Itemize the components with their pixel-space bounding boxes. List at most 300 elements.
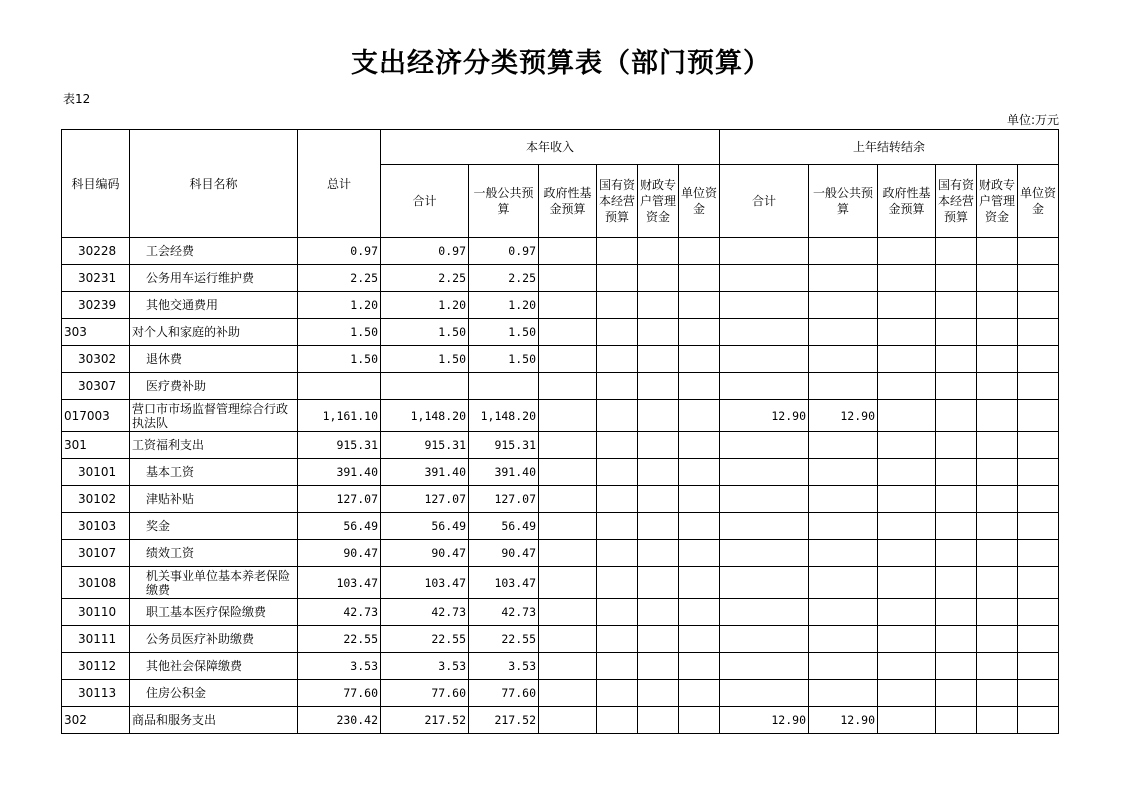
cell-pri-gf — [878, 540, 936, 567]
cell-cur-fs — [638, 432, 679, 459]
cell-pri-gf — [878, 319, 936, 346]
cell-name: 营口市市场监督管理综合行政执法队 — [130, 400, 298, 432]
header-prior-year: 上年结转结余 — [720, 130, 1059, 165]
cell-pri-uf — [1018, 707, 1059, 734]
cell-pri-fs — [977, 400, 1018, 432]
cell-cur-gf — [539, 238, 597, 265]
cell-pri-sum — [720, 373, 809, 400]
cell-pri-uf — [1018, 319, 1059, 346]
cell-pri-sc — [936, 653, 977, 680]
cell-pri-sc — [936, 599, 977, 626]
cell-cur-uf — [679, 238, 720, 265]
cell-pri-gf — [878, 707, 936, 734]
cell-pri-gf — [878, 599, 936, 626]
unit-label: 单位:万元 — [1006, 113, 1059, 127]
cell-cur-gf — [539, 513, 597, 540]
cell-code: 30239 — [62, 292, 130, 319]
header-cur-subtotal: 合计 — [381, 165, 469, 238]
cell-cur-sc — [597, 599, 638, 626]
cell-code: 30102 — [62, 486, 130, 513]
cell-cur-uf — [679, 513, 720, 540]
cell-cur-fs — [638, 513, 679, 540]
cell-pri-gp — [809, 653, 878, 680]
cell-pri-sum — [720, 319, 809, 346]
cell-cur-gp: 77.60 — [469, 680, 539, 707]
cell-pri-gp — [809, 486, 878, 513]
cell-pri-fs — [977, 432, 1018, 459]
cell-pri-fs — [977, 292, 1018, 319]
cell-pri-uf — [1018, 400, 1059, 432]
cell-cur-sc — [597, 626, 638, 653]
cell-cur-fs — [638, 707, 679, 734]
table-row — [62, 486, 1059, 513]
cell-cur-sc — [597, 346, 638, 373]
cell-pri-gf — [878, 567, 936, 599]
cell-cur-gf — [539, 346, 597, 373]
cell-pri-gf — [878, 626, 936, 653]
table-body — [62, 238, 1059, 734]
table-row — [62, 400, 1059, 432]
cell-pri-sum — [720, 265, 809, 292]
cell-pri-sum: 12.90 — [720, 707, 809, 734]
cell-pri-uf — [1018, 265, 1059, 292]
cell-code: 30228 — [62, 238, 130, 265]
cell-cur-gp: 127.07 — [469, 486, 539, 513]
cell-pri-uf — [1018, 459, 1059, 486]
cell-pri-sc — [936, 346, 977, 373]
header-code: 科目编码 — [62, 130, 130, 238]
cell-total: 127.07 — [298, 486, 381, 513]
cell-total: 1.50 — [298, 346, 381, 373]
cell-cur-uf — [679, 680, 720, 707]
cell-name: 工会经费 — [130, 238, 298, 265]
cell-cur-gf — [539, 373, 597, 400]
cell-cur-sc — [597, 680, 638, 707]
table-row — [62, 680, 1059, 707]
cell-cur-sc — [597, 459, 638, 486]
cell-pri-fs — [977, 319, 1018, 346]
cell-pri-sc — [936, 319, 977, 346]
cell-pri-uf — [1018, 680, 1059, 707]
cell-pri-sum — [720, 432, 809, 459]
cell-code: 017003 — [62, 400, 130, 432]
cell-pri-sum — [720, 599, 809, 626]
cell-cur-sum: 2.25 — [381, 265, 469, 292]
header-pri-subtotal: 合计 — [720, 165, 809, 238]
cell-pri-gf — [878, 653, 936, 680]
cell-pri-sc — [936, 432, 977, 459]
cell-cur-uf — [679, 400, 720, 432]
cell-cur-gp: 915.31 — [469, 432, 539, 459]
cell-name: 工资福利支出 — [130, 432, 298, 459]
cell-cur-gp: 0.97 — [469, 238, 539, 265]
cell-code: 303 — [62, 319, 130, 346]
cell-pri-sc — [936, 459, 977, 486]
cell-pri-gp — [809, 626, 878, 653]
cell-name: 奖金 — [130, 513, 298, 540]
cell-pri-uf — [1018, 653, 1059, 680]
cell-pri-sum — [720, 486, 809, 513]
cell-cur-sum: 1.50 — [381, 346, 469, 373]
cell-total: 1,161.10 — [298, 400, 381, 432]
cell-cur-fs — [638, 238, 679, 265]
cell-cur-sc — [597, 707, 638, 734]
cell-cur-gf — [539, 265, 597, 292]
cell-pri-sc — [936, 373, 977, 400]
cell-cur-sc — [597, 432, 638, 459]
cell-total — [298, 373, 381, 400]
cell-pri-gp — [809, 265, 878, 292]
cell-name: 绩效工资 — [130, 540, 298, 567]
header-cur-unit-funds: 单位资金 — [679, 165, 720, 238]
cell-pri-sc — [936, 265, 977, 292]
cell-code: 30231 — [62, 265, 130, 292]
cell-cur-sum: 103.47 — [381, 567, 469, 599]
cell-cur-gf — [539, 432, 597, 459]
cell-cur-gp: 1,148.20 — [469, 400, 539, 432]
cell-cur-sum: 127.07 — [381, 486, 469, 513]
cell-total: 56.49 — [298, 513, 381, 540]
cell-cur-sum: 77.60 — [381, 680, 469, 707]
header-pri-fiscal-special: 财政专户管理资金 — [977, 165, 1018, 238]
cell-cur-sc — [597, 540, 638, 567]
cell-cur-uf — [679, 540, 720, 567]
cell-cur-sc — [597, 238, 638, 265]
cell-cur-gp: 56.49 — [469, 513, 539, 540]
cell-pri-gf — [878, 680, 936, 707]
cell-pri-fs — [977, 238, 1018, 265]
cell-total: 1.20 — [298, 292, 381, 319]
cell-cur-uf — [679, 319, 720, 346]
cell-pri-uf — [1018, 373, 1059, 400]
cell-code: 30110 — [62, 599, 130, 626]
header-pri-state-capital: 国有资本经营预算 — [936, 165, 977, 238]
table-row — [62, 540, 1059, 567]
cell-cur-fs — [638, 265, 679, 292]
cell-pri-fs — [977, 265, 1018, 292]
table-number: 表12 — [63, 92, 91, 106]
cell-pri-gf — [878, 346, 936, 373]
cell-cur-gp: 2.25 — [469, 265, 539, 292]
cell-code: 30113 — [62, 680, 130, 707]
header-total: 总计 — [298, 130, 381, 238]
cell-cur-uf — [679, 626, 720, 653]
table-row — [62, 653, 1059, 680]
cell-cur-fs — [638, 599, 679, 626]
cell-pri-sc — [936, 707, 977, 734]
cell-cur-uf — [679, 292, 720, 319]
header-cur-general-public: 一般公共预算 — [469, 165, 539, 238]
cell-pri-gp — [809, 346, 878, 373]
cell-cur-sc — [597, 373, 638, 400]
cell-pri-gp — [809, 459, 878, 486]
cell-cur-sum: 1,148.20 — [381, 400, 469, 432]
table-row — [62, 319, 1059, 346]
cell-pri-gp — [809, 680, 878, 707]
cell-code: 30108 — [62, 567, 130, 599]
cell-total: 103.47 — [298, 567, 381, 599]
cell-pri-sc — [936, 486, 977, 513]
cell-cur-gf — [539, 567, 597, 599]
cell-name: 职工基本医疗保险缴费 — [130, 599, 298, 626]
cell-pri-fs — [977, 486, 1018, 513]
header-name: 科目名称 — [130, 130, 298, 238]
cell-pri-gp — [809, 567, 878, 599]
table-row — [62, 373, 1059, 400]
cell-cur-gp: 391.40 — [469, 459, 539, 486]
cell-pri-sc — [936, 567, 977, 599]
cell-cur-uf — [679, 373, 720, 400]
cell-cur-gf — [539, 486, 597, 513]
header-pri-general-public: 一般公共预算 — [809, 165, 878, 238]
cell-name: 公务用车运行维护费 — [130, 265, 298, 292]
cell-pri-gf — [878, 486, 936, 513]
cell-pri-uf — [1018, 346, 1059, 373]
cell-cur-sum: 1.50 — [381, 319, 469, 346]
cell-cur-sc — [597, 653, 638, 680]
cell-name: 商品和服务支出 — [130, 707, 298, 734]
cell-pri-sum — [720, 680, 809, 707]
cell-cur-gf — [539, 292, 597, 319]
cell-cur-fs — [638, 373, 679, 400]
cell-cur-gf — [539, 319, 597, 346]
cell-cur-gf — [539, 626, 597, 653]
cell-pri-fs — [977, 540, 1018, 567]
table-row — [62, 238, 1059, 265]
table-row — [62, 292, 1059, 319]
cell-cur-gp: 1.50 — [469, 319, 539, 346]
cell-cur-gf — [539, 400, 597, 432]
cell-cur-uf — [679, 567, 720, 599]
header-current-year: 本年收入 — [381, 130, 720, 165]
cell-name: 基本工资 — [130, 459, 298, 486]
cell-cur-gp: 42.73 — [469, 599, 539, 626]
cell-cur-gf — [539, 707, 597, 734]
cell-cur-sum: 3.53 — [381, 653, 469, 680]
cell-cur-sum: 1.20 — [381, 292, 469, 319]
cell-pri-uf — [1018, 432, 1059, 459]
cell-pri-gf — [878, 292, 936, 319]
cell-cur-sc — [597, 319, 638, 346]
page-title: 支出经济分类预算表（部门预算） — [351, 48, 771, 79]
cell-cur-gp: 103.47 — [469, 567, 539, 599]
cell-pri-uf — [1018, 513, 1059, 540]
cell-pri-sc — [936, 513, 977, 540]
cell-code: 30111 — [62, 626, 130, 653]
cell-pri-fs — [977, 346, 1018, 373]
cell-pri-uf — [1018, 540, 1059, 567]
header-pri-unit-funds: 单位资金 — [1018, 165, 1059, 238]
cell-cur-sc — [597, 292, 638, 319]
cell-pri-sc — [936, 292, 977, 319]
table-row — [62, 626, 1059, 653]
cell-cur-sum: 915.31 — [381, 432, 469, 459]
cell-pri-sum — [720, 653, 809, 680]
cell-cur-uf — [679, 432, 720, 459]
cell-pri-uf — [1018, 486, 1059, 513]
cell-pri-fs — [977, 567, 1018, 599]
cell-cur-fs — [638, 680, 679, 707]
cell-pri-sum — [720, 292, 809, 319]
cell-cur-uf — [679, 346, 720, 373]
cell-cur-fs — [638, 626, 679, 653]
cell-code: 301 — [62, 432, 130, 459]
cell-pri-fs — [977, 373, 1018, 400]
cell-cur-uf — [679, 707, 720, 734]
cell-cur-gf — [539, 599, 597, 626]
cell-cur-gf — [539, 540, 597, 567]
cell-name: 其他交通费用 — [130, 292, 298, 319]
cell-cur-fs — [638, 292, 679, 319]
cell-cur-fs — [638, 319, 679, 346]
cell-cur-sc — [597, 400, 638, 432]
cell-pri-sum — [720, 567, 809, 599]
cell-cur-sum: 0.97 — [381, 238, 469, 265]
cell-name: 医疗费补助 — [130, 373, 298, 400]
cell-cur-sc — [597, 486, 638, 513]
cell-pri-sum — [720, 626, 809, 653]
cell-pri-gp — [809, 319, 878, 346]
cell-pri-fs — [977, 459, 1018, 486]
cell-total: 0.97 — [298, 238, 381, 265]
cell-cur-uf — [679, 599, 720, 626]
cell-cur-gf — [539, 680, 597, 707]
cell-name: 退休费 — [130, 346, 298, 373]
cell-cur-sum: 391.40 — [381, 459, 469, 486]
cell-pri-gp — [809, 513, 878, 540]
cell-total: 3.53 — [298, 653, 381, 680]
cell-cur-fs — [638, 653, 679, 680]
cell-pri-fs — [977, 513, 1018, 540]
cell-pri-gp — [809, 238, 878, 265]
cell-total: 230.42 — [298, 707, 381, 734]
cell-pri-sc — [936, 238, 977, 265]
cell-cur-uf — [679, 486, 720, 513]
cell-cur-sum: 90.47 — [381, 540, 469, 567]
cell-name: 公务员医疗补助缴费 — [130, 626, 298, 653]
table-row — [62, 346, 1059, 373]
cell-total: 22.55 — [298, 626, 381, 653]
cell-pri-gf — [878, 373, 936, 400]
table-row — [62, 265, 1059, 292]
cell-pri-sum — [720, 459, 809, 486]
table-header — [62, 130, 1059, 238]
cell-pri-uf — [1018, 599, 1059, 626]
header-cur-gov-fund: 政府性基金预算 — [539, 165, 597, 238]
cell-cur-gf — [539, 459, 597, 486]
cell-name: 住房公积金 — [130, 680, 298, 707]
cell-pri-gp — [809, 432, 878, 459]
cell-pri-fs — [977, 680, 1018, 707]
table-row — [62, 432, 1059, 459]
header-cur-fiscal-special: 财政专户管理资金 — [638, 165, 679, 238]
cell-pri-sum — [720, 346, 809, 373]
cell-pri-fs — [977, 626, 1018, 653]
cell-pri-gf — [878, 459, 936, 486]
cell-pri-uf — [1018, 567, 1059, 599]
cell-cur-gp: 90.47 — [469, 540, 539, 567]
cell-total: 90.47 — [298, 540, 381, 567]
cell-cur-sum: 56.49 — [381, 513, 469, 540]
cell-code: 30302 — [62, 346, 130, 373]
cell-pri-sum — [720, 513, 809, 540]
cell-cur-sc — [597, 513, 638, 540]
cell-pri-fs — [977, 653, 1018, 680]
cell-cur-gp: 1.20 — [469, 292, 539, 319]
table-row — [62, 459, 1059, 486]
cell-cur-sum: 42.73 — [381, 599, 469, 626]
cell-cur-uf — [679, 653, 720, 680]
cell-pri-gp — [809, 599, 878, 626]
cell-code: 30107 — [62, 540, 130, 567]
cell-pri-uf — [1018, 626, 1059, 653]
cell-cur-fs — [638, 540, 679, 567]
cell-cur-gp: 217.52 — [469, 707, 539, 734]
cell-pri-gp — [809, 540, 878, 567]
cell-cur-gp: 1.50 — [469, 346, 539, 373]
cell-cur-uf — [679, 459, 720, 486]
cell-pri-sum: 12.90 — [720, 400, 809, 432]
cell-cur-fs — [638, 400, 679, 432]
cell-pri-sc — [936, 680, 977, 707]
cell-pri-sc — [936, 540, 977, 567]
cell-cur-gp — [469, 373, 539, 400]
cell-cur-fs — [638, 346, 679, 373]
cell-name: 其他社会保障缴费 — [130, 653, 298, 680]
cell-cur-gp: 3.53 — [469, 653, 539, 680]
cell-pri-gp: 12.90 — [809, 707, 878, 734]
cell-name: 津贴补贴 — [130, 486, 298, 513]
cell-total: 391.40 — [298, 459, 381, 486]
cell-pri-sc — [936, 626, 977, 653]
cell-pri-gf — [878, 238, 936, 265]
cell-pri-gf — [878, 513, 936, 540]
cell-code: 30307 — [62, 373, 130, 400]
table-row — [62, 599, 1059, 626]
cell-code: 302 — [62, 707, 130, 734]
cell-code: 30101 — [62, 459, 130, 486]
cell-cur-uf — [679, 265, 720, 292]
table-row — [62, 513, 1059, 540]
cell-cur-fs — [638, 486, 679, 513]
cell-cur-gp: 22.55 — [469, 626, 539, 653]
cell-pri-sum — [720, 540, 809, 567]
cell-total: 1.50 — [298, 319, 381, 346]
cell-pri-sum — [720, 238, 809, 265]
cell-cur-sum: 22.55 — [381, 626, 469, 653]
cell-pri-gp — [809, 292, 878, 319]
cell-pri-gf — [878, 265, 936, 292]
budget-table — [61, 129, 1059, 734]
cell-cur-fs — [638, 459, 679, 486]
header-pri-gov-fund: 政府性基金预算 — [878, 165, 936, 238]
cell-pri-gf — [878, 432, 936, 459]
cell-cur-sum: 217.52 — [381, 707, 469, 734]
cell-total: 42.73 — [298, 599, 381, 626]
cell-pri-fs — [977, 707, 1018, 734]
cell-pri-gp — [809, 373, 878, 400]
cell-pri-uf — [1018, 292, 1059, 319]
cell-cur-gf — [539, 653, 597, 680]
table-row — [62, 707, 1059, 734]
cell-total: 77.60 — [298, 680, 381, 707]
cell-pri-fs — [977, 599, 1018, 626]
cell-cur-sum — [381, 373, 469, 400]
cell-pri-sc — [936, 400, 977, 432]
cell-cur-sc — [597, 567, 638, 599]
cell-code: 30103 — [62, 513, 130, 540]
cell-cur-fs — [638, 567, 679, 599]
